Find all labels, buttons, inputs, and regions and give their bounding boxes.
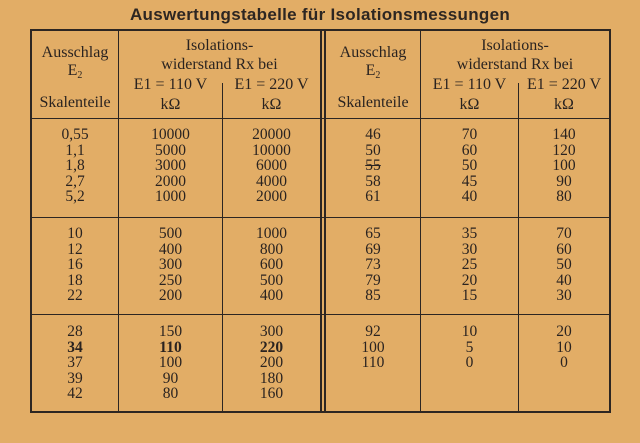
- table-cell: 3000: [155, 157, 186, 175]
- scale-column: [32, 226, 118, 304]
- table-cell: 110: [361, 354, 385, 372]
- table-cell: 500: [259, 271, 284, 289]
- center-divider: [320, 31, 322, 411]
- table-cell: 20: [556, 323, 572, 340]
- header-skalenteile-right: Skalenteile: [337, 94, 409, 111]
- table-cell: 10000: [151, 126, 190, 143]
- table-cell: 300: [259, 323, 284, 340]
- table-cell: 200: [158, 287, 183, 305]
- table-cell: 250: [158, 271, 183, 289]
- table-cell: [326, 158, 420, 174]
- r110-column: [421, 226, 518, 304]
- table-cell: 40: [461, 188, 478, 206]
- table-cell: 61: [365, 188, 381, 206]
- scale-column: [326, 127, 420, 205]
- table-cell: 22: [67, 287, 83, 305]
- header-ausschlag-left: Ausschlag: [41, 44, 109, 61]
- table-cell: 37: [67, 354, 83, 372]
- table-cell: 30: [556, 287, 572, 305]
- table-cell: 65: [365, 225, 381, 242]
- table-cell: 800: [259, 240, 284, 258]
- table-cell: 70: [556, 225, 572, 242]
- r220-column: [223, 324, 320, 402]
- table-cell: 80: [162, 385, 179, 403]
- table-cell: 35: [461, 225, 478, 242]
- table-cell: 58: [365, 172, 381, 190]
- table-cell: 50: [556, 256, 572, 274]
- table-cell: 400: [158, 240, 183, 258]
- table-cell: 20: [461, 271, 478, 289]
- r110-column: [421, 127, 518, 205]
- header-e220-left: E1 = 220 V: [234, 76, 309, 93]
- table-cell-bold: 110: [159, 338, 182, 356]
- table-cell: 400: [259, 287, 284, 305]
- header-ausschlag-right: Ausschlag: [339, 44, 407, 61]
- header-unit-left: kΩ: [160, 96, 181, 113]
- r220-column: [519, 226, 609, 304]
- group-divider: [32, 217, 609, 218]
- header-e110-right: E1 = 110 V: [432, 76, 507, 93]
- header-skalenteile-left: Skalenteile: [39, 94, 111, 111]
- r110-column: [119, 127, 222, 205]
- table-cell: 18: [67, 271, 83, 289]
- table-cell: 5000: [155, 141, 186, 159]
- table-cell: 90: [162, 369, 179, 387]
- table-cell: 16: [67, 256, 83, 274]
- table-cell: 4000: [256, 172, 287, 190]
- table-cell: 10000: [252, 141, 291, 159]
- table-cell-bold: 34: [67, 338, 83, 356]
- table-cell: 0: [560, 354, 568, 372]
- header-unit-right: kΩ: [459, 96, 480, 113]
- table-cell: 20000: [252, 126, 291, 143]
- header-e2-left: E2: [67, 62, 83, 81]
- table-cell: 1,1: [65, 141, 85, 159]
- table-cell: 120: [552, 141, 576, 159]
- table-cell: 100: [552, 157, 576, 175]
- table-title: Auswertungstabelle für Isolationsmessungen: [129, 5, 511, 24]
- table-cell: 10: [67, 225, 83, 242]
- table-cell: 85: [365, 287, 381, 305]
- table-cell: 140: [552, 126, 576, 143]
- scale-column: [326, 226, 420, 304]
- table-cell: 180: [259, 369, 284, 387]
- table-cell: 5,2: [65, 188, 85, 206]
- table-cell: 200: [259, 354, 284, 372]
- scale-column: [326, 324, 420, 371]
- r110-column: [119, 324, 222, 402]
- header-unit-left: kΩ: [261, 96, 282, 113]
- table-cell: 0,55: [61, 126, 89, 143]
- table-cell: 2000: [155, 172, 186, 190]
- r220-column: [223, 226, 320, 304]
- table-cell: 1000: [155, 188, 186, 206]
- table-cell: 12: [67, 240, 83, 258]
- table-cell: 10: [556, 338, 572, 356]
- table-cell: 60: [556, 240, 572, 258]
- table-cell: 46: [365, 126, 381, 143]
- header-e220-right: E1 = 220 V: [526, 76, 602, 93]
- table-cell-bold: 220: [259, 338, 284, 356]
- table-cell: 73: [365, 256, 381, 274]
- table-cell: 500: [158, 225, 183, 242]
- r220-column: [519, 324, 609, 371]
- table-cell: 2000: [256, 188, 287, 206]
- table-cell: 6000: [256, 157, 287, 175]
- header-unit-right: kΩ: [554, 96, 574, 113]
- table-cell: 42: [67, 385, 83, 403]
- table-cell: 25: [461, 256, 478, 274]
- table-cell: 79: [365, 271, 381, 289]
- table-cell: 40: [556, 271, 572, 289]
- table-cell: 28: [67, 323, 83, 340]
- pencil-mark: 55: [365, 157, 381, 175]
- table-cell: 39: [67, 369, 83, 387]
- table-cell: 5: [465, 338, 474, 356]
- r110-column: [119, 226, 222, 304]
- table-cell: 10: [461, 323, 478, 340]
- table-cell: 100: [361, 338, 385, 356]
- table-cell: 300: [158, 256, 183, 274]
- r220-column: [519, 127, 609, 205]
- table-cell: 100: [158, 354, 183, 372]
- table-cell: 0: [465, 354, 474, 372]
- header-widerstand-left: widerstand Rx bei: [161, 56, 278, 73]
- table-cell: 30: [461, 240, 478, 258]
- table-cell: 15: [461, 287, 478, 305]
- header-divider: [32, 118, 609, 119]
- header-widerstand-right: widerstand Rx bei: [456, 56, 574, 73]
- r110-column: [421, 324, 518, 371]
- table-cell: 160: [259, 385, 284, 403]
- table-cell: 50: [365, 141, 381, 159]
- table-cell: 150: [158, 323, 183, 340]
- table-cell: 69: [365, 240, 381, 258]
- table-cell: 92: [365, 323, 381, 340]
- table-cell: 80: [556, 188, 572, 206]
- group-divider: [32, 314, 609, 315]
- table-cell: 45: [461, 172, 478, 190]
- scale-column: [32, 127, 118, 205]
- table-cell: 70: [461, 126, 478, 143]
- evaluation-table: [30, 29, 611, 413]
- table-cell: 1,8: [65, 157, 85, 175]
- table-cell: 1000: [256, 225, 287, 242]
- table-cell: 60: [461, 141, 478, 159]
- header-isolations-left: Isolations-: [185, 37, 254, 54]
- header-isolations-right: Isolations-: [481, 37, 549, 54]
- table-cell: 600: [259, 256, 284, 274]
- r220-column: [223, 127, 320, 205]
- scale-column: [32, 324, 118, 402]
- table-cell: 2,7: [65, 172, 85, 190]
- header-e2-right: E2: [365, 62, 381, 81]
- table-cell: 90: [556, 172, 572, 190]
- header-e110-left: E1 = 110 V: [133, 76, 208, 93]
- table-cell: 50: [461, 157, 478, 175]
